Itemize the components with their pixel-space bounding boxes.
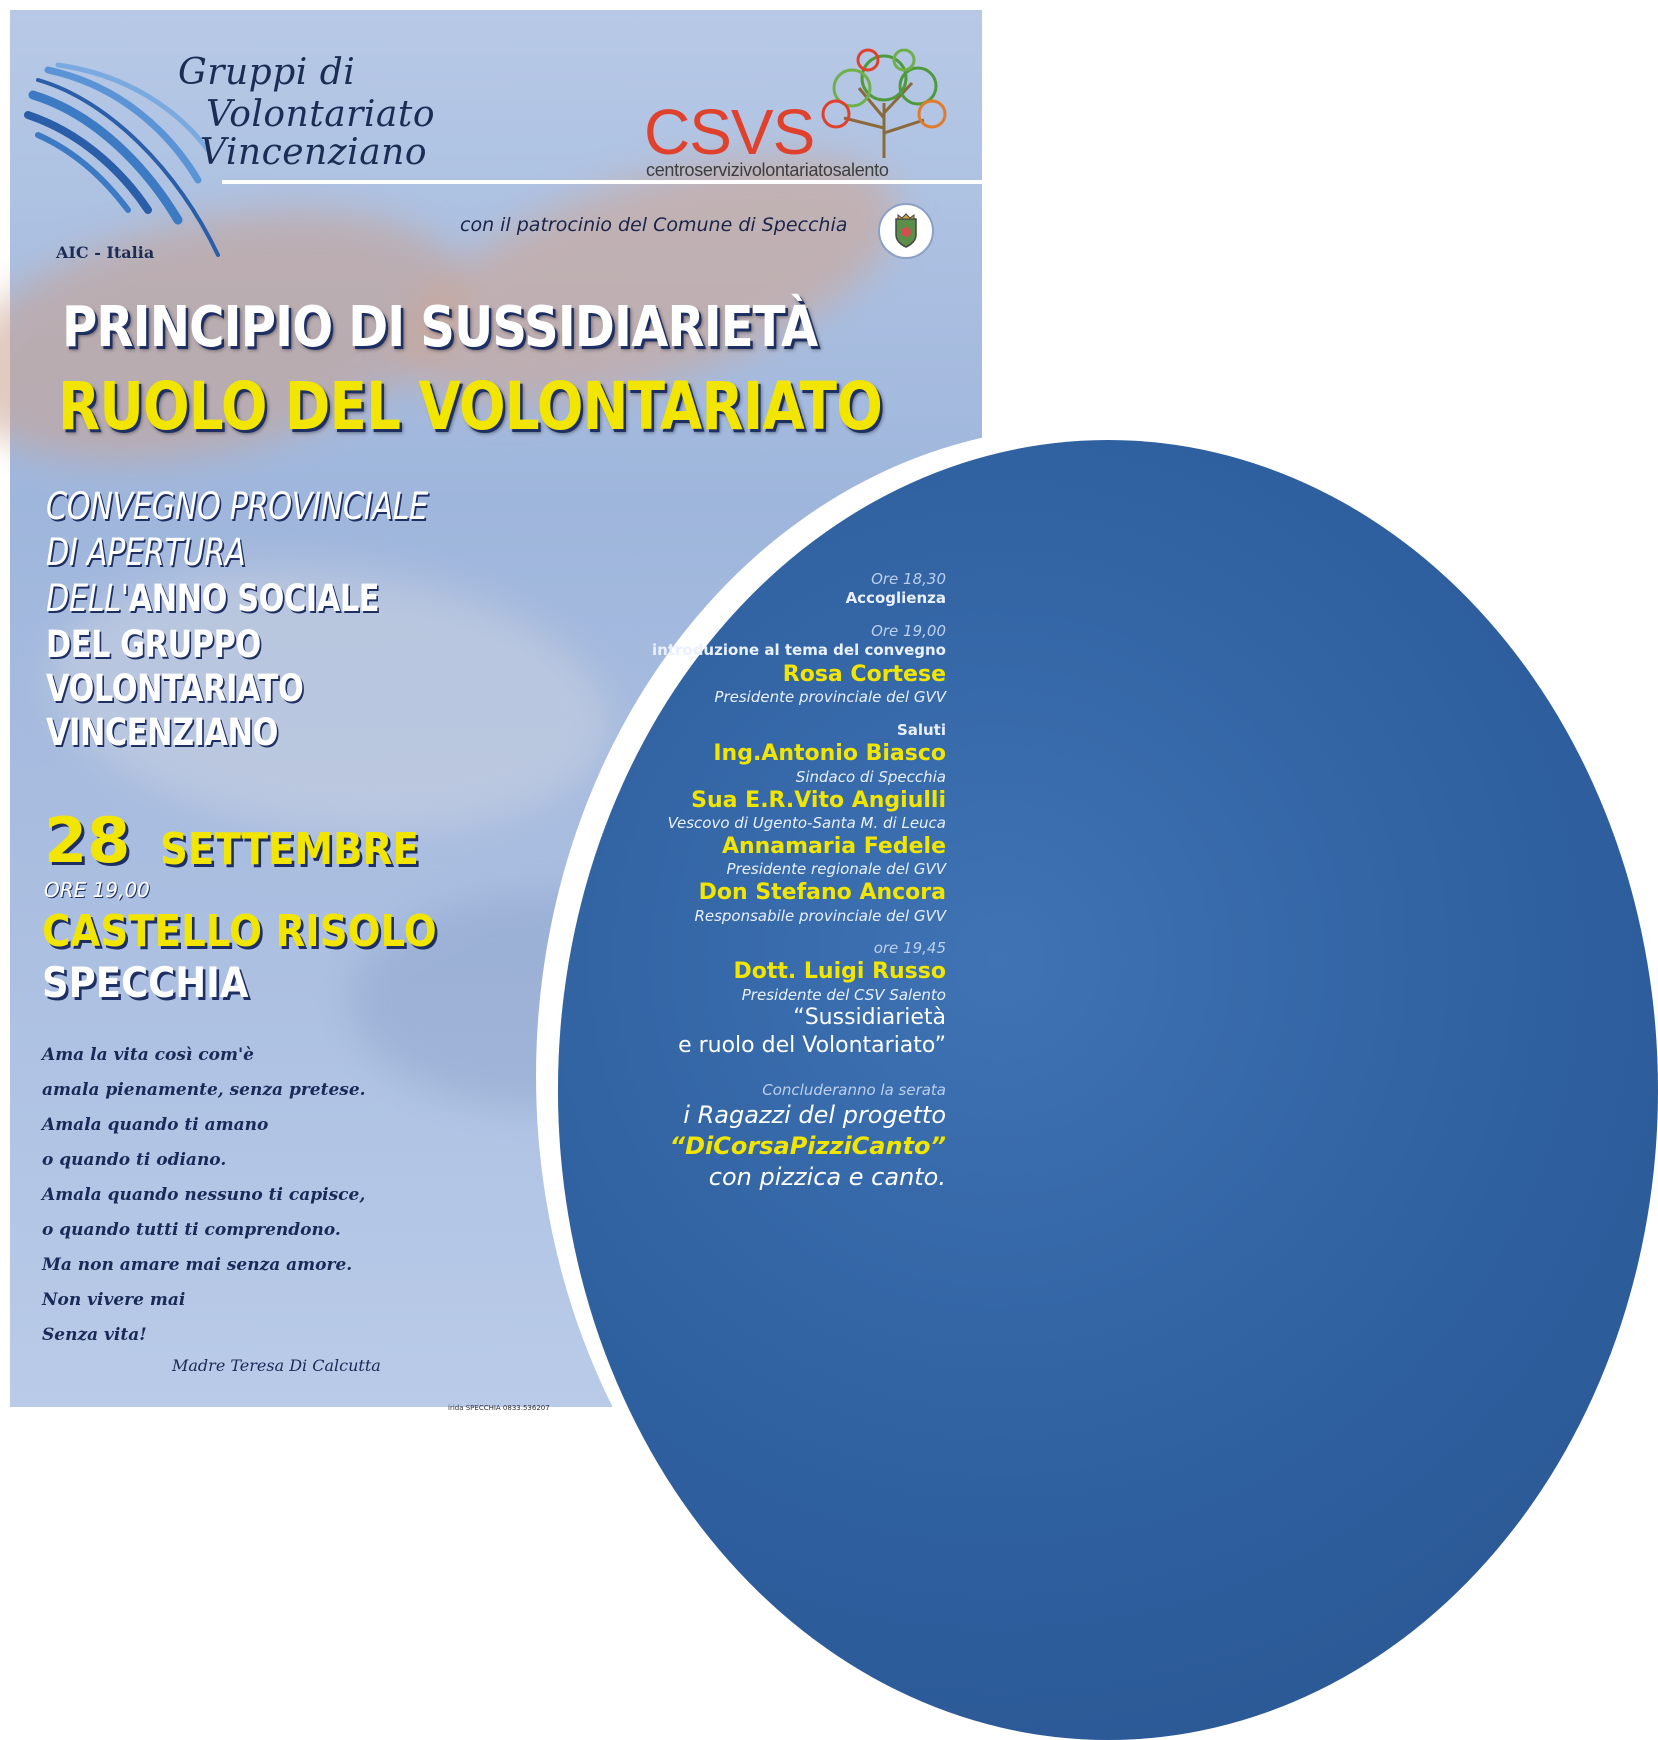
- speaker-name: Don Stefano Ancora: [698, 880, 946, 905]
- convegno-line: DEL GRUPPO: [46, 623, 261, 666]
- gvv-name-line: Vincenziano: [200, 132, 428, 173]
- project-name: “DiCorsaPizziCanto”: [669, 1132, 946, 1161]
- event-time: ORE 19,00: [44, 878, 150, 902]
- poem-line: Amala quando nessuno ti capisce,: [42, 1185, 366, 1205]
- main-subtitle: RUOLO DEL VOLONTARIATO: [58, 368, 882, 445]
- closing-line: i Ragazzi del progetto: [683, 1101, 946, 1129]
- printer-credit: irida SPECCHIA 0833.536207: [448, 1404, 550, 1412]
- speaker-name: Ing.Antonio Biasco: [713, 741, 946, 767]
- csvs-subtitle: centroservizivolontariatosalento: [646, 160, 889, 180]
- convegno-line: [46, 577, 380, 620]
- coat-of-arms-icon: [878, 203, 934, 259]
- poem-author: Madre Teresa Di Calcutta: [172, 1356, 381, 1375]
- convegno-line: VINCENZIANO: [46, 711, 278, 754]
- program-desc: introduzione al tema del convegno: [652, 641, 946, 659]
- speaker-role: Presidente regionale del GVV: [726, 860, 946, 879]
- program-time: Ore 18,30: [871, 570, 946, 588]
- event-month: SETTEMBRE: [160, 824, 419, 875]
- speaker-name: Rosa Cortese: [782, 661, 946, 687]
- closing-line: con pizzica e canto.: [708, 1163, 946, 1192]
- poem-line: Ma non amare mai senza amore.: [42, 1255, 353, 1275]
- event-day: 28: [44, 804, 131, 877]
- convegno-line: VOLONTARIATO: [46, 667, 304, 710]
- convegno-text: DELL': [46, 577, 129, 620]
- talk-title: e ruolo del Volontariato”: [678, 1032, 946, 1058]
- poem-line: Non vivere mai: [42, 1290, 186, 1310]
- poem: [42, 1038, 366, 1353]
- speaker-name: Sua E.R.Vito Angiulli: [691, 787, 946, 813]
- gvv-logo: [28, 50, 548, 280]
- program-desc: Accoglienza: [845, 588, 946, 607]
- poem-line: Ama la vita così com'è: [42, 1045, 254, 1065]
- speaker-role: Sindaco di Specchia: [795, 767, 946, 786]
- tree-icon: [814, 48, 954, 158]
- event-town: SPECCHIA: [42, 958, 249, 1007]
- talk-title: “Sussidiarietà: [793, 1005, 946, 1031]
- poem-line: o quando tutti ti comprendono.: [42, 1220, 341, 1240]
- convegno-text: ANNO SOCIALE: [128, 577, 380, 620]
- poster: [10, 10, 982, 1412]
- speaker-role: Responsabile provinciale del GVV: [694, 906, 946, 925]
- divider: [222, 180, 982, 184]
- convegno-line: DI APERTURA: [46, 531, 246, 574]
- speaker-role: Presidente provinciale del GVV: [714, 688, 946, 706]
- aic-label: AIC - Italia: [56, 243, 155, 262]
- poem-line: amala pienamente, senza pretese.: [42, 1080, 366, 1100]
- patronage-text: con il patrocinio del Comune di Specchia: [460, 214, 848, 236]
- speaker-name: Annamaria Fedele: [721, 833, 946, 859]
- program-time: ore 19,45: [873, 939, 946, 958]
- convegno-line: CONVEGNO PROVINCIALE: [46, 485, 428, 528]
- speaker-name: Dott. Luigi Russo: [733, 959, 946, 984]
- poem-line: o quando ti odiano.: [42, 1150, 227, 1170]
- csvs-name: CSVS: [644, 96, 815, 168]
- gvv-name-line: Volontariato: [206, 94, 435, 135]
- main-title: PRINCIPIO DI SUSSIDIARIETÀ: [62, 295, 818, 360]
- speaker-role: Vescovo di Ugento-Santa M. di Leuca: [667, 814, 946, 832]
- csvs-logo: [632, 48, 962, 178]
- closing-text: Concluderanno la serata: [762, 1081, 946, 1100]
- gvv-name-line: Gruppi di: [178, 52, 356, 93]
- poem-line: Senza vita!: [42, 1325, 147, 1345]
- poem-line: Amala quando ti amano: [42, 1115, 269, 1135]
- event-venue: CASTELLO RISOLO: [42, 906, 437, 957]
- program-time: Ore 19,00: [871, 622, 946, 641]
- program-desc: Saluti: [896, 720, 946, 739]
- speaker-role: Presidente del CSV Salento: [741, 985, 946, 1004]
- program: [526, 570, 946, 1194]
